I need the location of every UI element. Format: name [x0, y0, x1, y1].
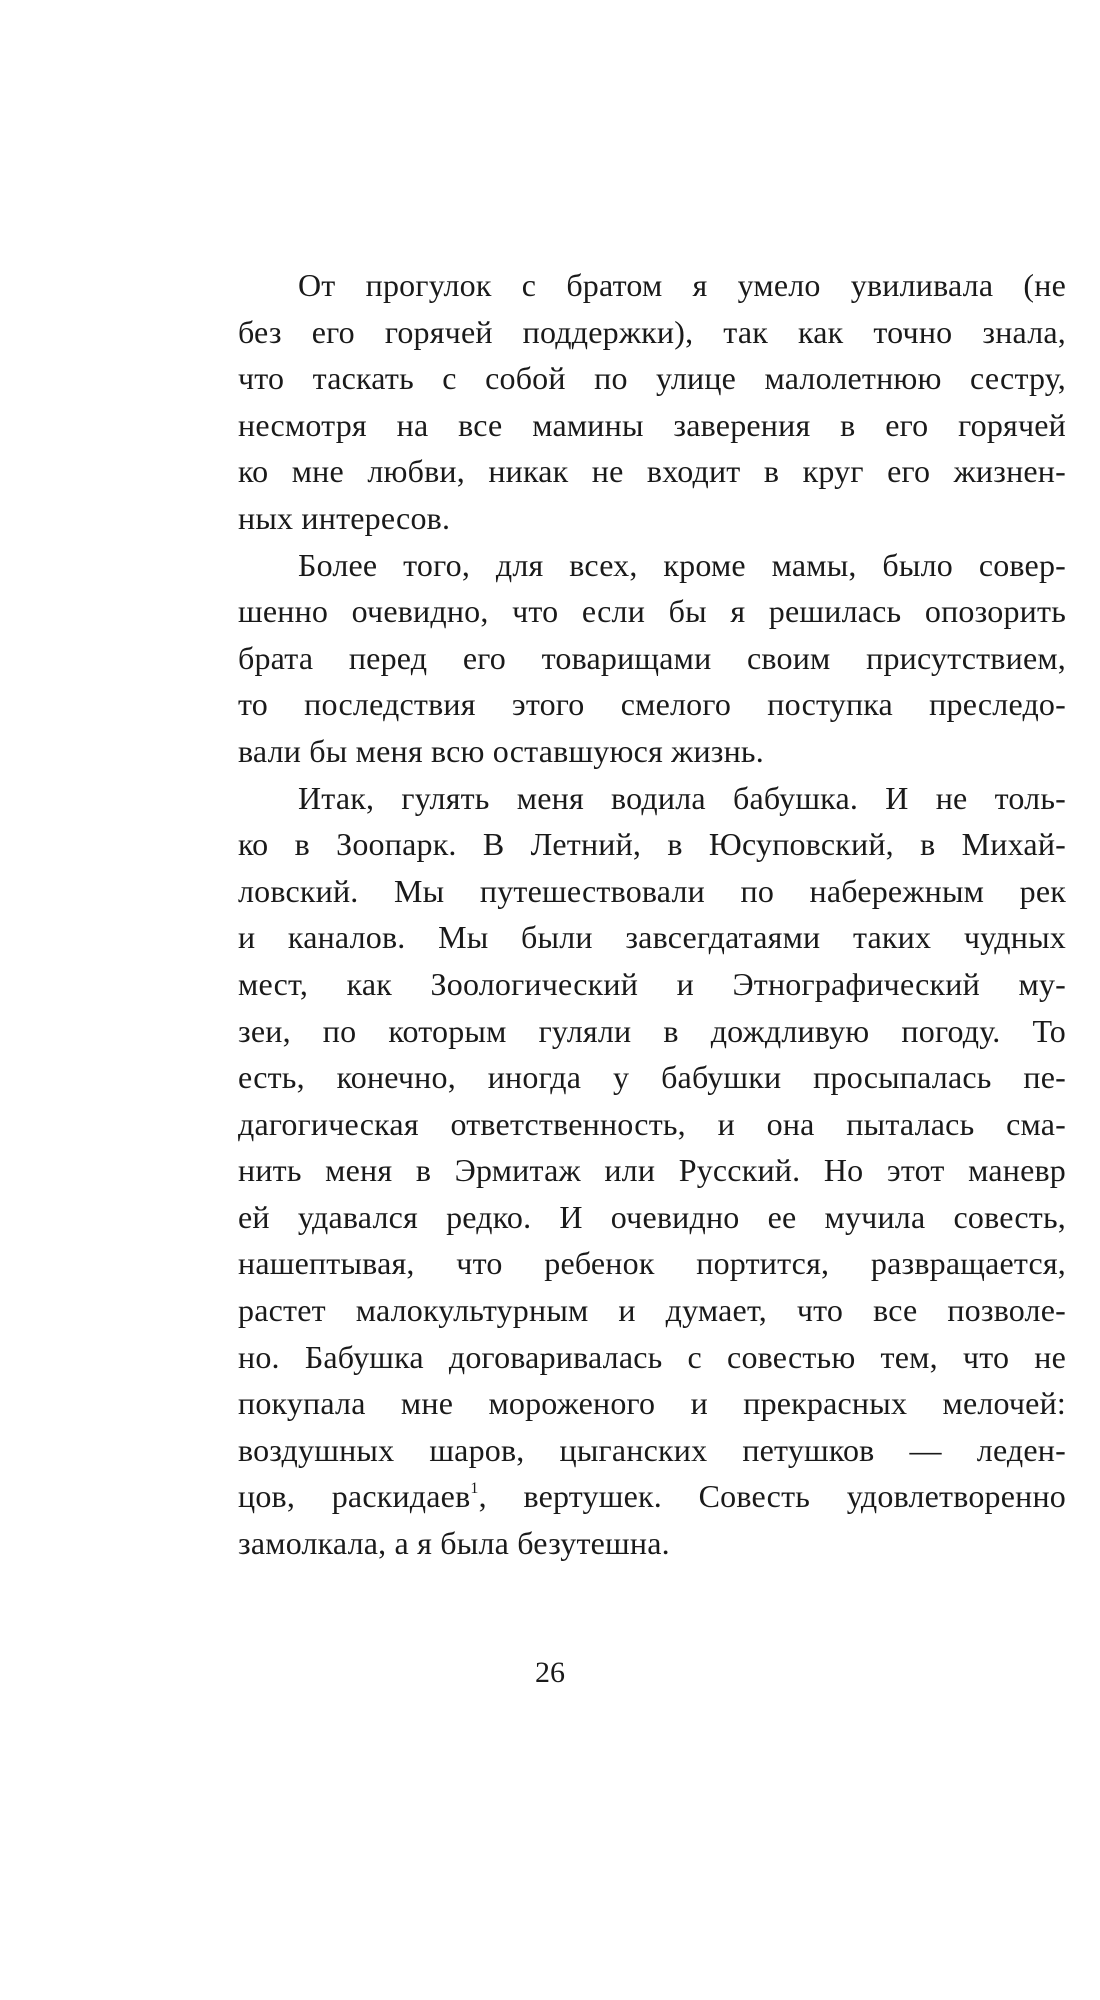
body-text: [238, 262, 1066, 1567]
text-line: воздушных шаров, цыганских петушков — леден-: [238, 1431, 1066, 1468]
text-line: замолкала, а я была безутешна.: [238, 1525, 670, 1562]
text-line-with-footnote: [238, 1473, 1066, 1520]
text-line: растет малокультурным и думает, что все позволе-: [238, 1292, 1066, 1329]
text-line: ей удавался редко. И очевидно ее мучила совесть,: [238, 1198, 1066, 1235]
text-line: нить меня в Эрмитаж или Русский. Но этот маневр: [238, 1152, 1066, 1189]
text-line: несмотря на все мамины заверения в его горячей: [238, 406, 1066, 443]
text-line: мест, как Зоологический и Этнографический му-: [238, 965, 1066, 1002]
text-line: покупала мне мороженого и прекрасных мелочей:: [238, 1385, 1066, 1422]
text-line: есть, конечно, иногда у бабушки просыпалась пе-: [238, 1059, 1066, 1096]
text-fragment: , вертушек. Совесть удовлетворенно: [478, 1478, 1066, 1515]
text-line: ко мне любви, никак не входит в круг его жизнен-: [238, 453, 1066, 490]
text-line: Более того, для всех, кроме мамы, было совер-: [298, 546, 1066, 583]
text-line: зеи, по которым гуляли в дождливую погоду. То: [238, 1012, 1066, 1049]
text-line: ловский. Мы путешествовали по набережным рек: [238, 872, 1066, 909]
text-line: ных интересов.: [238, 499, 451, 536]
text-line: и каналов. Мы были завсегдатаями таких чудных: [238, 919, 1066, 956]
text-line: вали бы меня всю оставшуюся жизнь.: [238, 732, 764, 769]
text-line: без его горячей поддержки), так как точно знала,: [238, 313, 1066, 350]
text-line: От прогулок с братом я умело увиливала (не: [298, 267, 1066, 303]
text-fragment: цов, раскидаев: [238, 1478, 471, 1515]
text-line: нашептывая, что ребенок портится, развращается,: [238, 1245, 1066, 1282]
text-line: то последствия этого смелого поступка преследо-: [238, 686, 1066, 723]
text-line: что таскать с собой по улице малолетнюю сестру,: [238, 360, 1066, 397]
text-line: брата перед его товарищами своим присутствием,: [238, 639, 1066, 676]
text-line: ко в Зоопарк. В Летний, в Юсуповский, в Михай-: [238, 826, 1066, 863]
text-line: шенно очевидно, что если бы я решилась опозорить: [238, 593, 1066, 630]
text-line: Итак, гулять меня водила бабушка. И не толь-: [298, 779, 1066, 816]
page-number: 26: [535, 1656, 565, 1689]
text-line: дагогическая ответственность, и она пыталась сма-: [238, 1105, 1066, 1142]
footnote-marker[interactable]: 1: [470, 1480, 479, 1498]
text-line: но. Бабушка договаривалась с совестью тем, что не: [238, 1338, 1066, 1375]
